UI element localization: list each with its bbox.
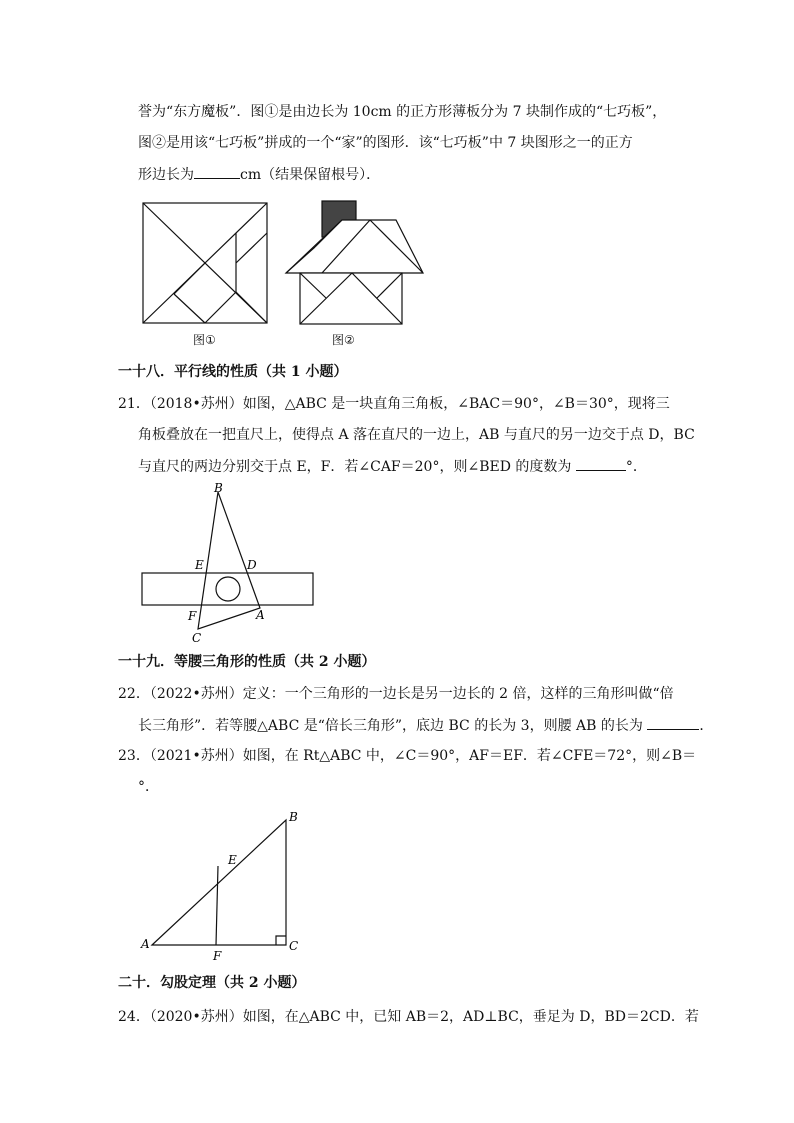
problem20-line1: 誉为“东方魔板”．图①是由边长为 10cm 的正方形薄板分为 7 块制作成的“七巧板”， (138, 104, 667, 120)
problem21-line3-unit: °． (625, 459, 647, 475)
segment-ef (216, 866, 218, 945)
house-roof (286, 220, 423, 273)
triangle-ruler-figure (138, 478, 322, 648)
label-D: D (247, 558, 257, 572)
label-A: A (256, 608, 265, 622)
right-triangle-figure (136, 806, 306, 962)
tangram-small-edge (236, 292, 267, 323)
label-B: B (214, 481, 223, 495)
problem20-line3-text: 形边长为 (138, 167, 194, 183)
problem20-line3-unit: cm（结果保留根号）． (240, 167, 381, 183)
problem22-line2 (138, 715, 713, 736)
problem21-line3-text: 与直尺的两边分别交于点 E，F．若∠CAF＝20°，则∠BED 的度数为 (138, 459, 572, 475)
problem21-line2: 角板叠放在一把直尺上，使得点 A 落在直尺的一边上，AB 与直尺的另一边交于点 D，BC (138, 427, 695, 443)
tangram-small-triangle-edge (174, 294, 205, 323)
answer-blank (194, 164, 240, 179)
problem20-line2: 图②是用该“七巧板”拼成的一个“家”的图形．该“七巧板”中 7 块图形之一的正方 (138, 135, 633, 151)
tangram-square-edge (174, 263, 205, 294)
section-heading-20: 二十．勾股定理（共 2 小题） (118, 975, 306, 991)
tangram-square-figure (140, 200, 272, 328)
answer-blank (576, 456, 626, 471)
problem21-line1: 21．（2018•苏州）如图，△ABC 是一块直角三角板，∠BAC＝90°，∠B＝30°，现将三 (118, 396, 670, 412)
ruler-hole (216, 577, 240, 601)
ruler (142, 573, 313, 605)
house-body (300, 273, 402, 324)
right-angle-mark (276, 936, 286, 945)
problem20-line3 (138, 164, 380, 185)
problem22-line2-text: 长三角形”．若等腰△ABC 是“倍长三角形”，底边 BC 的长为 3，则腰 AB 的长为 (138, 718, 643, 734)
label-C: C (192, 631, 202, 645)
problem23-line2: °． (138, 779, 159, 795)
problem24-line1: 24．（2020•苏州）如图，在△ABC 中，已知 AB＝2，AD⊥BC，垂足为 D，BD＝2CD．若 (118, 1009, 699, 1025)
label-E: E (195, 558, 204, 572)
tangram-square-edge2 (205, 292, 236, 323)
tangram-house-figure (282, 198, 428, 328)
problem22-line2-end: ． (699, 718, 714, 734)
label-E: E (228, 853, 237, 867)
label-A: A (141, 937, 150, 951)
section-heading-19: 一十九．等腰三角形的性质（共 2 小题） (118, 654, 376, 670)
label-C: C (289, 939, 299, 953)
answer-blank (647, 715, 699, 730)
problem22-line1: 22．（2022•苏州）定义：一个三角形的一边长是另一边长的 2 倍，这样的三角形叫做“倍 (118, 686, 674, 702)
problem21-line3 (138, 456, 647, 477)
tangram-parallelogram-edge2 (236, 233, 267, 263)
label-F: F (213, 949, 222, 962)
section-heading-18: 一十八．平行线的性质（共 1 小题） (118, 364, 348, 380)
figure2-caption: 图② (332, 333, 355, 347)
figure1-caption: 图① (193, 333, 216, 347)
label-F: F (188, 609, 197, 623)
problem23-line1: 23．（2021•苏州）如图，在 Rt△ABC 中，∠C＝90°，AF＝EF．若∠CFE＝72°，则∠B＝ (118, 748, 697, 764)
label-B: B (289, 810, 298, 824)
triangle-abc (152, 820, 286, 945)
